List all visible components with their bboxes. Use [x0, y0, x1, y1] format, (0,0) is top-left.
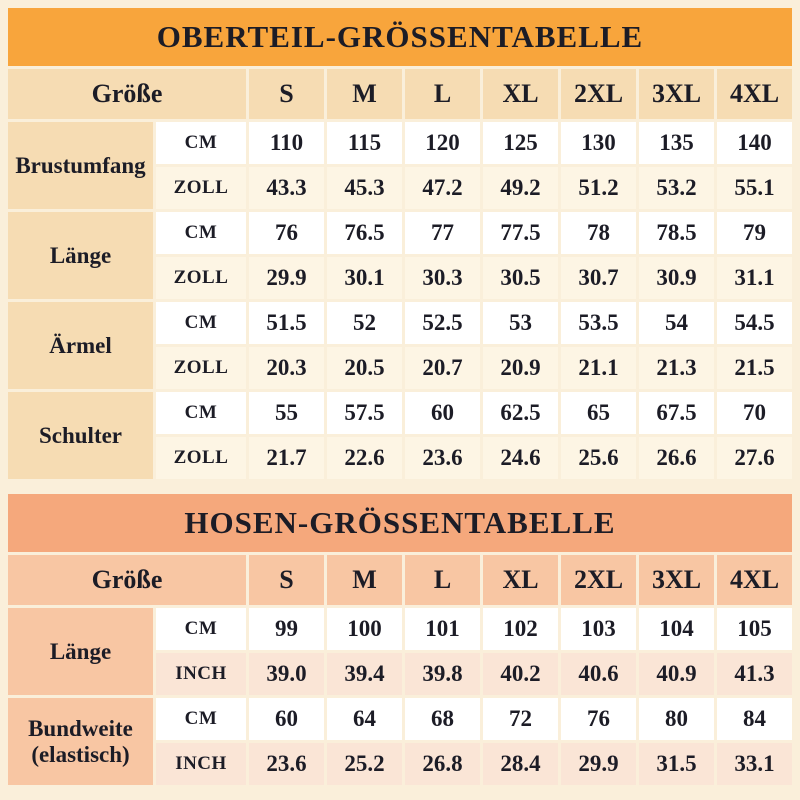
value-cell: 99	[249, 608, 324, 650]
size-header-cell: 4XL	[717, 69, 792, 119]
unit-cell: ZOLL	[156, 347, 246, 389]
unit-cell: CM	[156, 302, 246, 344]
unit-cell: CM	[156, 212, 246, 254]
value-cell: 27.6	[717, 437, 792, 479]
value-cell: 45.3	[327, 167, 402, 209]
value-cell: 30.7	[561, 257, 636, 299]
value-cell: 23.6	[249, 743, 324, 785]
unit-cell: CM	[156, 698, 246, 740]
value-cell: 54	[639, 302, 714, 344]
unit-cell: CM	[156, 608, 246, 650]
value-cell: 135	[639, 122, 714, 164]
unit-cell: INCH	[156, 653, 246, 695]
hosen-size-table	[8, 494, 792, 785]
size-header-label: Größe	[8, 69, 246, 119]
value-cell: 104	[639, 608, 714, 650]
oberteil-table-grid	[8, 69, 792, 479]
unit-cell: CM	[156, 392, 246, 434]
value-cell: 76	[249, 212, 324, 254]
value-cell: 76.5	[327, 212, 402, 254]
value-cell: 77	[405, 212, 480, 254]
value-cell: 79	[717, 212, 792, 254]
value-cell: 21.3	[639, 347, 714, 389]
value-cell: 76	[561, 698, 636, 740]
value-cell: 26.8	[405, 743, 480, 785]
value-cell: 100	[327, 608, 402, 650]
size-header-cell: 2XL	[561, 555, 636, 605]
value-cell: 60	[405, 392, 480, 434]
value-cell: 20.9	[483, 347, 558, 389]
value-cell: 65	[561, 392, 636, 434]
unit-cell: CM	[156, 122, 246, 164]
measurement-label-cell: Länge	[8, 608, 153, 695]
value-cell: 31.5	[639, 743, 714, 785]
size-header-cell: S	[249, 69, 324, 119]
value-cell: 80	[639, 698, 714, 740]
value-cell: 26.6	[639, 437, 714, 479]
value-cell: 130	[561, 122, 636, 164]
value-cell: 51.2	[561, 167, 636, 209]
size-header-cell: 3XL	[639, 69, 714, 119]
value-cell: 30.9	[639, 257, 714, 299]
value-cell: 102	[483, 608, 558, 650]
value-cell: 53.5	[561, 302, 636, 344]
value-cell: 120	[405, 122, 480, 164]
value-cell: 68	[405, 698, 480, 740]
oberteil-size-table	[8, 8, 792, 479]
value-cell: 64	[327, 698, 402, 740]
value-cell: 40.2	[483, 653, 558, 695]
value-cell: 115	[327, 122, 402, 164]
hosen-table-grid	[8, 555, 792, 785]
value-cell: 40.6	[561, 653, 636, 695]
value-cell: 140	[717, 122, 792, 164]
value-cell: 53	[483, 302, 558, 344]
value-cell: 21.1	[561, 347, 636, 389]
value-cell: 52.5	[405, 302, 480, 344]
value-cell: 29.9	[561, 743, 636, 785]
value-cell: 29.9	[249, 257, 324, 299]
size-header-cell: L	[405, 555, 480, 605]
value-cell: 40.9	[639, 653, 714, 695]
value-cell: 39.8	[405, 653, 480, 695]
measurement-label-cell: Länge	[8, 212, 153, 299]
value-cell: 20.3	[249, 347, 324, 389]
size-header-cell: M	[327, 69, 402, 119]
size-header-label: Größe	[8, 555, 246, 605]
value-cell: 41.3	[717, 653, 792, 695]
value-cell: 105	[717, 608, 792, 650]
oberteil-table-title: OBERTEIL-GRÖSSENTABELLE	[8, 8, 792, 66]
value-cell: 53.2	[639, 167, 714, 209]
value-cell: 77.5	[483, 212, 558, 254]
value-cell: 84	[717, 698, 792, 740]
value-cell: 55.1	[717, 167, 792, 209]
value-cell: 39.0	[249, 653, 324, 695]
unit-cell: ZOLL	[156, 437, 246, 479]
hosen-table-title: HOSEN-GRÖSSENTABELLE	[8, 494, 792, 552]
value-cell: 39.4	[327, 653, 402, 695]
value-cell: 72	[483, 698, 558, 740]
value-cell: 30.3	[405, 257, 480, 299]
value-cell: 47.2	[405, 167, 480, 209]
value-cell: 22.6	[327, 437, 402, 479]
size-header-cell: XL	[483, 555, 558, 605]
size-header-cell: M	[327, 555, 402, 605]
value-cell: 125	[483, 122, 558, 164]
value-cell: 31.1	[717, 257, 792, 299]
value-cell: 33.1	[717, 743, 792, 785]
size-header-cell: 3XL	[639, 555, 714, 605]
value-cell: 103	[561, 608, 636, 650]
value-cell: 23.6	[405, 437, 480, 479]
size-header-cell: L	[405, 69, 480, 119]
value-cell: 21.7	[249, 437, 324, 479]
measurement-label-cell: Ärmel	[8, 302, 153, 389]
size-header-cell: 4XL	[717, 555, 792, 605]
value-cell: 52	[327, 302, 402, 344]
unit-cell: ZOLL	[156, 257, 246, 299]
value-cell: 78.5	[639, 212, 714, 254]
value-cell: 55	[249, 392, 324, 434]
value-cell: 49.2	[483, 167, 558, 209]
value-cell: 62.5	[483, 392, 558, 434]
value-cell: 57.5	[327, 392, 402, 434]
value-cell: 78	[561, 212, 636, 254]
unit-cell: INCH	[156, 743, 246, 785]
value-cell: 28.4	[483, 743, 558, 785]
size-header-cell: S	[249, 555, 324, 605]
value-cell: 110	[249, 122, 324, 164]
measurement-label-cell: Bundweite (elastisch)	[8, 698, 153, 785]
value-cell: 30.1	[327, 257, 402, 299]
measurement-label-cell: Schulter	[8, 392, 153, 479]
size-header-cell: 2XL	[561, 69, 636, 119]
value-cell: 30.5	[483, 257, 558, 299]
value-cell: 43.3	[249, 167, 324, 209]
unit-cell: ZOLL	[156, 167, 246, 209]
value-cell: 60	[249, 698, 324, 740]
size-header-cell: XL	[483, 69, 558, 119]
value-cell: 101	[405, 608, 480, 650]
value-cell: 20.5	[327, 347, 402, 389]
value-cell: 67.5	[639, 392, 714, 434]
value-cell: 20.7	[405, 347, 480, 389]
value-cell: 51.5	[249, 302, 324, 344]
value-cell: 21.5	[717, 347, 792, 389]
value-cell: 54.5	[717, 302, 792, 344]
value-cell: 24.6	[483, 437, 558, 479]
value-cell: 25.2	[327, 743, 402, 785]
value-cell: 70	[717, 392, 792, 434]
value-cell: 25.6	[561, 437, 636, 479]
measurement-label-cell: Brustumfang	[8, 122, 153, 209]
